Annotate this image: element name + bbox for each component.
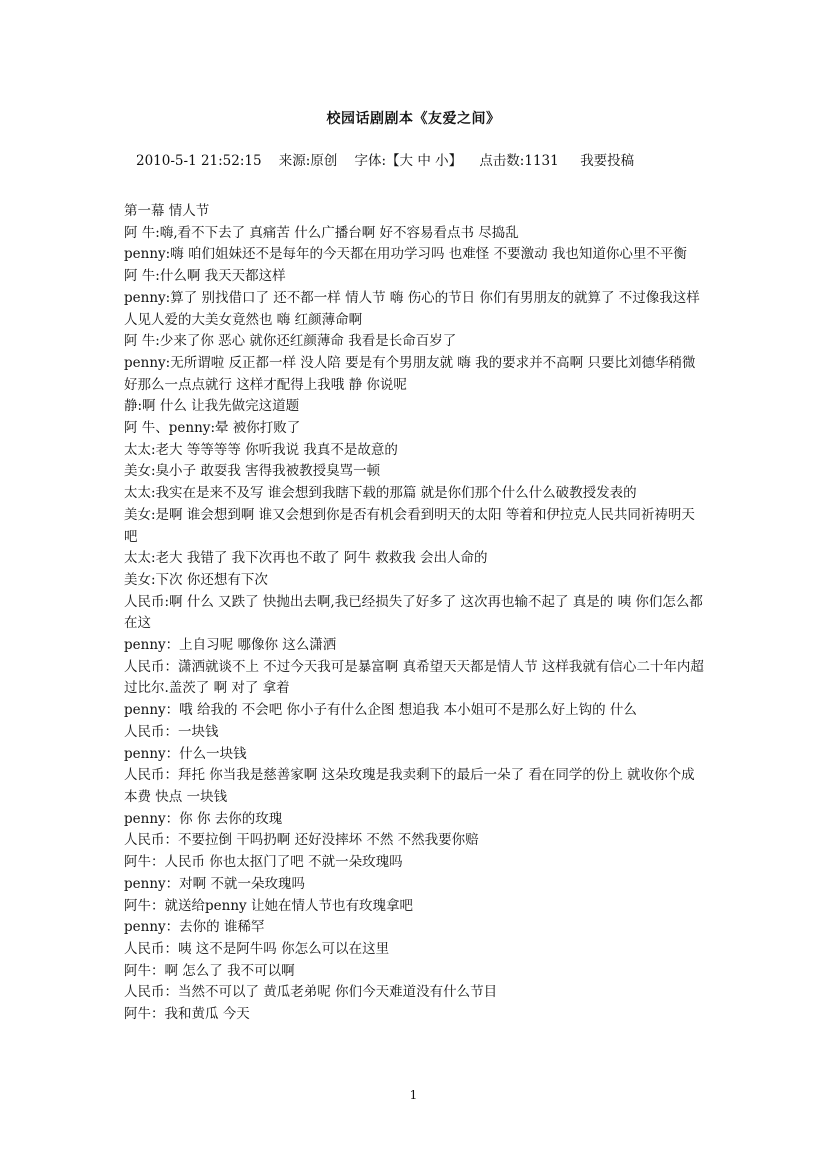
script-line: 人民币：潇洒就谈不上 不过今天我可是暴富啊 真希望天天都是情人节 这样我就有信心二十年内超过比尔.盖茨了 啊 对了 拿着 bbox=[124, 658, 704, 697]
meta-source: 来源:原创 bbox=[278, 153, 338, 169]
script-line: 美女:臭小子 敢耍我 害得我被教授臭骂一顿 bbox=[124, 463, 381, 480]
page-number: 1 bbox=[409, 1088, 418, 1102]
script-line: 静:啊 什么 让我先做完这道题 bbox=[124, 398, 300, 415]
script-line: 阿 牛:少来了你 恶心 就你还红颜薄命 我看是长命百岁了 bbox=[124, 333, 457, 350]
script-line: penny:算了 别找借口了 还不都一样 情人节 嗨 伤心的节日 你们有男朋友的就算了 不过像我这样人见人爱的大美女竟然也 嗨 红颜薄命啊 bbox=[124, 289, 700, 328]
script-line: penny：去你的 谁稀罕 bbox=[124, 919, 265, 936]
script-line: penny：你 你 去你的玫瑰 bbox=[124, 810, 283, 827]
script-line: 美女:下次 你还想有下次 bbox=[124, 571, 268, 588]
script-line: 人民币：当然不可以了 黄瓜老弟呢 你们今天难道没有什么节目 bbox=[124, 984, 498, 1001]
script-line: penny：上自习呢 哪像你 这么潇洒 bbox=[124, 637, 337, 654]
script-line: 第一幕 情人节 bbox=[124, 203, 210, 219]
script-line: 阿牛：我和黄瓜 今天 bbox=[124, 1006, 250, 1023]
script-line: 美女:是啊 谁会想到啊 谁又会想到你是否有机会看到明天的太阳 等着和伊拉克人民共同祈祷明天吧 bbox=[124, 506, 695, 545]
script-line: 阿牛：人民币 你也太抠门了吧 不就一朵玫瑰吗 bbox=[124, 854, 403, 871]
script-line: 阿牛：就送给penny 让她在情人节也有玫瑰拿吧 bbox=[124, 897, 413, 914]
script-body bbox=[124, 201, 706, 1026]
script-line: 阿 牛、penny:晕 被你打败了 bbox=[124, 420, 301, 437]
script-line: 太太:我实在是来不及写 谁会想到我瞎下载的那篇 就是你们那个什么什么破教授发表的 bbox=[124, 485, 637, 502]
meta-font-size[interactable]: 字体:【大 中 小】 bbox=[354, 153, 463, 169]
script-line: 人民币：咦 这不是阿牛吗 你怎么可以在这里 bbox=[124, 940, 390, 957]
script-line: 太太:老大 我错了 我下次再也不敢了 阿牛 救救我 会出人命的 bbox=[124, 550, 488, 567]
script-line: 人民币：不要拉倒 干吗扔啊 还好没摔坏 不然 不然我要你赔 bbox=[124, 832, 479, 849]
script-line: penny：哦 给我的 不会吧 你小子有什么企图 想追我 本小姐可不是那么好上钩的 什么 bbox=[124, 702, 637, 719]
document-title: 校园话剧剧本《友爱之间》 bbox=[326, 111, 501, 127]
meta-clicks: 点击数:1131 bbox=[479, 153, 559, 169]
script-line: 人民币:啊 什么 又跌了 快抛出去啊,我已经损失了好多了 这次再也输不起了 真是的 咦 你们怎么都在这 bbox=[124, 593, 703, 632]
script-line: 太太:老大 等等等等 你听我说 我真不是故意的 bbox=[124, 441, 398, 458]
meta-bar bbox=[136, 149, 634, 169]
script-line: 人民币：拜托 你当我是慈善家啊 这朵玫瑰是我卖剩下的最后一朵了 看在同学的份上 就收你个成本费 快点 一块钱 bbox=[124, 767, 695, 805]
script-line: 阿 牛:什么啊 我天天都这样 bbox=[124, 268, 286, 285]
script-line: penny:嗨 咱们姐妹还不是每年的今天都在用功学习吗 也难怪 不要激动 我也知道你心里不平衡 bbox=[124, 246, 687, 263]
script-line: penny：什么一块钱 bbox=[124, 745, 247, 762]
submit-link[interactable]: 我要投稿 bbox=[580, 153, 635, 169]
script-line: 人民币：一块钱 bbox=[124, 723, 219, 740]
script-line: 阿 牛:嗨,看不下去了 真痛苦 什么广播台啊 好不容易看点书 尽捣乱 bbox=[124, 224, 519, 241]
script-line: 阿牛：啊 怎么了 我不可以啊 bbox=[124, 962, 295, 979]
script-line: penny:无所谓啦 反正都一样 没人陪 要是有个男朋友就 嗨 我的要求并不高啊 只要比刘德华稍微好那么一点点就行 这样才配得上我哦 静 你说呢 bbox=[124, 354, 696, 393]
script-line: penny：对啊 不就一朵玫瑰吗 bbox=[124, 875, 305, 892]
meta-date: 2010-5-1 21:52:15 bbox=[136, 153, 262, 169]
